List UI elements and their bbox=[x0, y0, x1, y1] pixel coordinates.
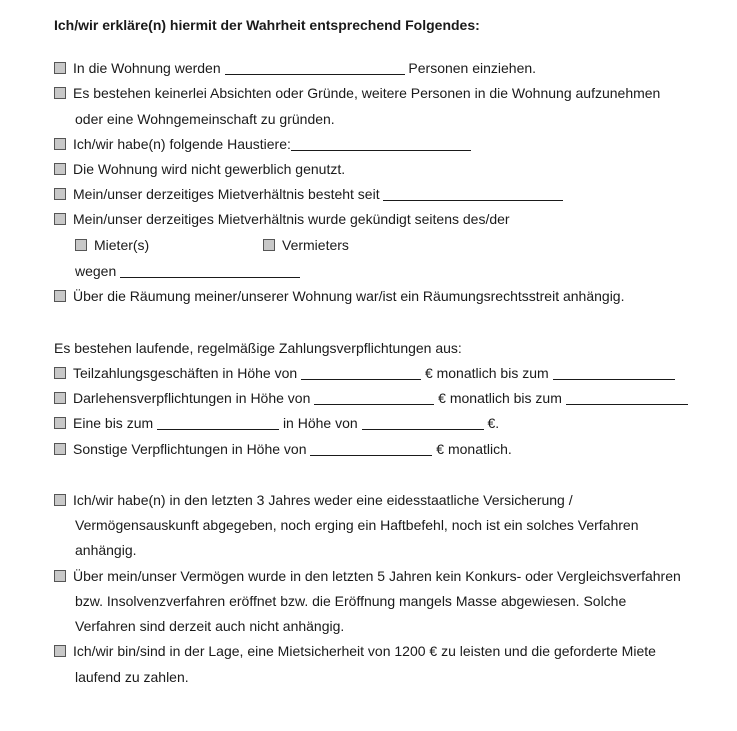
other-amount-field[interactable] bbox=[310, 442, 432, 456]
one-time-date-field[interactable] bbox=[157, 416, 279, 430]
persons-suffix: Personen einziehen. bbox=[408, 60, 537, 76]
installment-until-field[interactable] bbox=[553, 366, 675, 380]
one-time-euro: €. bbox=[487, 415, 500, 431]
checkbox-one-time[interactable] bbox=[54, 417, 66, 429]
landlord-label: Vermieters bbox=[282, 237, 349, 253]
eviction-text: Über die Räumung meiner/unserer Wohnung war/ist ein Räumungsrechtsstreit anhängig. bbox=[73, 288, 625, 304]
row-affidavit bbox=[54, 491, 573, 509]
checkbox-tenant[interactable] bbox=[75, 239, 87, 251]
loan-amount-field[interactable] bbox=[314, 391, 434, 405]
row-insolvency bbox=[54, 567, 681, 585]
checkbox-pets[interactable] bbox=[54, 138, 66, 150]
row-loan bbox=[54, 389, 688, 407]
affidavit-text: Ich/wir habe(n) in den letzten 3 Jahres weder eine eidesstaatliche Versicherung / bbox=[73, 492, 573, 508]
row-one-time bbox=[54, 414, 499, 432]
no-commercial-text: Die Wohnung wird nicht gewerblich genutzt. bbox=[73, 161, 346, 177]
persons-label: In die Wohnung werden bbox=[73, 60, 221, 76]
form-heading: Ich/wir erkläre(n) hiermit der Wahrheit entsprechend Folgendes: bbox=[54, 17, 480, 33]
row-eviction bbox=[54, 287, 624, 305]
row-installment bbox=[54, 364, 675, 382]
row-tenancy-since bbox=[54, 185, 563, 203]
row-deposit bbox=[54, 642, 656, 660]
checkbox-eviction[interactable] bbox=[54, 290, 66, 302]
other-monthly-label: € monatlich. bbox=[436, 441, 512, 457]
persons-count-field[interactable] bbox=[225, 61, 405, 75]
deposit-text-2: laufend zu zahlen. bbox=[75, 669, 189, 685]
checkbox-installment[interactable] bbox=[54, 367, 66, 379]
row-reason bbox=[75, 262, 300, 280]
reason-label: wegen bbox=[75, 263, 117, 279]
checkbox-other[interactable] bbox=[54, 443, 66, 455]
pets-field[interactable] bbox=[291, 137, 471, 151]
row-other bbox=[54, 440, 512, 458]
one-time-label: Eine bis zum bbox=[73, 415, 154, 431]
tenancy-since-label: Mein/unser derzeitiges Mietverhältnis besteht seit bbox=[73, 186, 380, 202]
row-landlord-option bbox=[263, 236, 349, 254]
no-intent-text: Es bestehen keinerlei Absichten oder Gründe, weitere Personen in die Wohnung aufzunehmen bbox=[73, 85, 661, 101]
affidavit-text-3: anhängig. bbox=[75, 542, 137, 558]
affidavit-text-2: Vermögensauskunft abgegeben, noch erging ein Haftbefehl, noch ist ein solches Verfahren bbox=[75, 517, 639, 533]
loan-label: Darlehensverpflichtungen in Höhe von bbox=[73, 390, 311, 406]
row-no-intent bbox=[54, 84, 660, 102]
checkbox-insolvency[interactable] bbox=[54, 570, 66, 582]
installment-label: Teilzahlungsgeschäften in Höhe von bbox=[73, 365, 298, 381]
row-terminated bbox=[54, 210, 510, 228]
insolvency-text-2: bzw. Insolvenzverfahren eröffnet bzw. die Eröffnung mangels Masse abgewiesen. Solche bbox=[75, 593, 627, 609]
tenancy-since-field[interactable] bbox=[383, 187, 563, 201]
row-persons bbox=[54, 59, 536, 77]
reason-field[interactable] bbox=[120, 264, 300, 278]
other-label: Sonstige Verpflichtungen in Höhe von bbox=[73, 441, 307, 457]
row-pets bbox=[54, 135, 471, 153]
checkbox-loan[interactable] bbox=[54, 392, 66, 404]
deposit-text: Ich/wir bin/sind in der Lage, eine Mietsicherheit von 1200 € zu leisten und die geforderte Miete bbox=[73, 643, 656, 659]
checkbox-no-commercial[interactable] bbox=[54, 163, 66, 175]
one-time-amount-label: in Höhe von bbox=[282, 415, 358, 431]
installment-amount-field[interactable] bbox=[301, 366, 421, 380]
one-time-amount-field[interactable] bbox=[362, 416, 484, 430]
installment-monthly-label: € monatlich bis zum bbox=[424, 365, 549, 381]
loan-until-field[interactable] bbox=[566, 391, 688, 405]
tenant-label: Mieter(s) bbox=[94, 237, 150, 253]
insolvency-text: Über mein/unser Vermögen wurde in den letzten 5 Jahren kein Konkurs- oder Vergleichsverfahren bbox=[73, 568, 681, 584]
checkbox-persons[interactable] bbox=[54, 62, 66, 74]
checkbox-tenancy-since[interactable] bbox=[54, 188, 66, 200]
checkbox-deposit[interactable] bbox=[54, 645, 66, 657]
checkbox-terminated[interactable] bbox=[54, 213, 66, 225]
insolvency-text-3: Verfahren sind derzeit auch nicht anhängig. bbox=[75, 618, 345, 634]
payments-intro: Es bestehen laufende, regelmäßige Zahlungsverpflichtungen aus: bbox=[54, 340, 462, 356]
row-tenant-option bbox=[75, 236, 149, 254]
checkbox-landlord[interactable] bbox=[263, 239, 275, 251]
checkbox-affidavit[interactable] bbox=[54, 494, 66, 506]
pets-label: Ich/wir habe(n) folgende Haustiere: bbox=[73, 136, 291, 152]
loan-monthly-label: € monatlich bis zum bbox=[438, 390, 562, 406]
no-intent-text-cont: oder eine Wohngemeinschaft zu gründen. bbox=[75, 111, 335, 127]
row-no-commercial bbox=[54, 160, 345, 178]
checkbox-no-intent[interactable] bbox=[54, 87, 66, 99]
terminated-label: Mein/unser derzeitiges Mietverhältnis wurde gekündigt seitens des/der bbox=[73, 211, 510, 227]
